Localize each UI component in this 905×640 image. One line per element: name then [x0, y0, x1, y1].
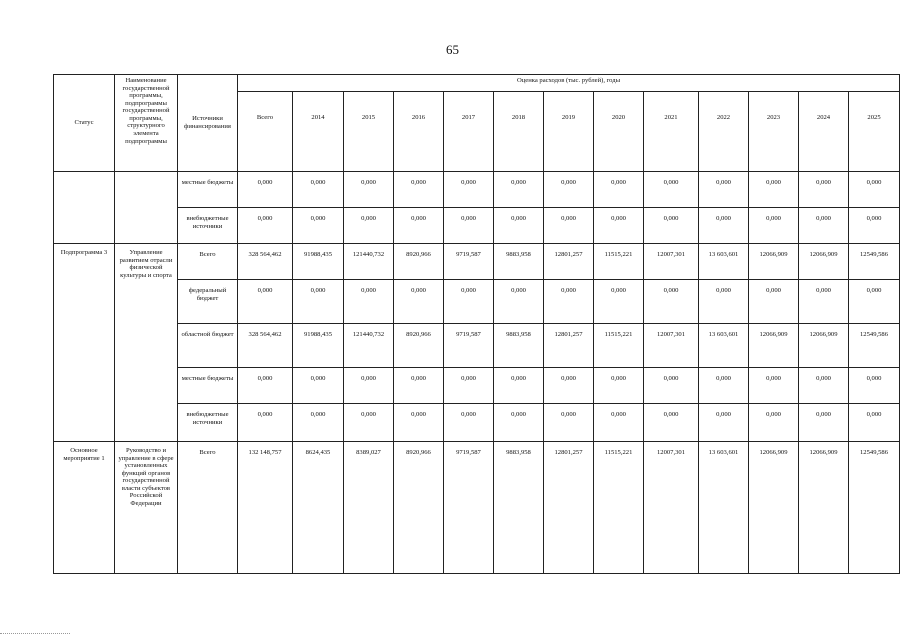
table-row: [54, 172, 900, 208]
amount-cell: 12066,909: [799, 324, 849, 368]
status-cell: Подпрограмма 3: [54, 244, 115, 442]
amount-cell: 0,000: [644, 172, 699, 208]
amount-cell: 12801,257: [544, 244, 594, 280]
amount-cell: 12549,586: [849, 442, 900, 574]
amount-cell: 8920,966: [394, 442, 444, 574]
amount-cell: 11515,221: [594, 244, 644, 280]
page-number: 65: [446, 42, 459, 57]
amount-cell: 0,000: [849, 208, 900, 244]
amount-cell: 0,000: [594, 172, 644, 208]
amount-cell: 0,000: [799, 368, 849, 404]
amount-cell: 12801,257: [544, 442, 594, 574]
funding-source-cell: областной бюджет: [178, 324, 238, 368]
header-year: 2017: [444, 92, 494, 172]
amount-cell: 0,000: [394, 280, 444, 324]
header-row-top: [54, 75, 900, 92]
status-cell: Основное мероприятие 1: [54, 442, 115, 574]
table-row: [54, 244, 900, 280]
amount-cell: 9719,587: [444, 244, 494, 280]
amount-cell: 0,000: [344, 172, 394, 208]
amount-cell: 0,000: [544, 404, 594, 442]
amount-cell: 13 603,601: [699, 244, 749, 280]
amount-cell: 0,000: [293, 404, 344, 442]
amount-cell: 0,000: [644, 404, 699, 442]
name-cell: Руководство и управление в сфере установленных функций органов государственной власти субъектов Российской Федерации: [115, 442, 178, 574]
amount-cell: 0,000: [699, 172, 749, 208]
funding-source-cell: местные бюджеты: [178, 368, 238, 404]
amount-cell: 8624,435: [293, 442, 344, 574]
amount-cell: 0,000: [849, 280, 900, 324]
amount-cell: 0,000: [594, 280, 644, 324]
amount-cell: 0,000: [544, 208, 594, 244]
amount-cell: 0,000: [594, 404, 644, 442]
amount-cell: 121440,732: [344, 244, 394, 280]
header-year: 2022: [699, 92, 749, 172]
funding-source-cell: федеральный бюджет: [178, 280, 238, 324]
amount-cell: 0,000: [544, 172, 594, 208]
name-cell: [115, 172, 178, 244]
header-year: Всего: [238, 92, 293, 172]
amount-cell: 0,000: [238, 208, 293, 244]
header-program-name: Наименование государственной программы, подпрограммы государственной программы, структурного элемента подпрограммы: [115, 75, 178, 172]
amount-cell: 12066,909: [749, 324, 799, 368]
amount-cell: 9719,587: [444, 324, 494, 368]
amount-cell: 12549,586: [849, 324, 900, 368]
amount-cell: 0,000: [444, 208, 494, 244]
amount-cell: 0,000: [594, 208, 644, 244]
amount-cell: 0,000: [699, 208, 749, 244]
amount-cell: 0,000: [238, 172, 293, 208]
amount-cell: 0,000: [799, 208, 849, 244]
amount-cell: 8920,966: [394, 324, 444, 368]
amount-cell: 0,000: [699, 404, 749, 442]
header-year: 2015: [344, 92, 394, 172]
amount-cell: 12549,586: [849, 244, 900, 280]
amount-cell: 0,000: [344, 280, 394, 324]
amount-cell: 12007,301: [644, 324, 699, 368]
amount-cell: 132 148,757: [238, 442, 293, 574]
header-estimate: Оценка расходов (тыс. рублей), годы: [238, 75, 900, 92]
amount-cell: 0,000: [644, 208, 699, 244]
amount-cell: 0,000: [344, 208, 394, 244]
amount-cell: 0,000: [394, 404, 444, 442]
amount-cell: 11515,221: [594, 442, 644, 574]
table-row: [54, 280, 900, 324]
amount-cell: 121440,732: [344, 324, 394, 368]
amount-cell: 12066,909: [749, 442, 799, 574]
funding-source-cell: внебюджетные источники: [178, 208, 238, 244]
header-year: 2014: [293, 92, 344, 172]
amount-cell: 0,000: [444, 280, 494, 324]
header-year: 2024: [799, 92, 849, 172]
amount-cell: 91988,435: [293, 324, 344, 368]
funding-source-cell: внебюджетные источники: [178, 404, 238, 442]
amount-cell: 12066,909: [799, 442, 849, 574]
amount-cell: 0,000: [849, 404, 900, 442]
amount-cell: 0,000: [799, 404, 849, 442]
amount-cell: 0,000: [644, 368, 699, 404]
amount-cell: 0,000: [344, 404, 394, 442]
table-row: [54, 368, 900, 404]
table-row: [54, 208, 900, 244]
header-year: 2021: [644, 92, 699, 172]
amount-cell: 0,000: [849, 172, 900, 208]
amount-cell: 0,000: [749, 368, 799, 404]
amount-cell: 0,000: [344, 368, 394, 404]
amount-cell: 0,000: [749, 280, 799, 324]
amount-cell: 0,000: [644, 280, 699, 324]
header-year: 2023: [749, 92, 799, 172]
amount-cell: 0,000: [699, 280, 749, 324]
amount-cell: 0,000: [749, 208, 799, 244]
amount-cell: 0,000: [238, 404, 293, 442]
table-row: [54, 324, 900, 368]
amount-cell: 12007,301: [644, 442, 699, 574]
amount-cell: 12066,909: [799, 244, 849, 280]
amount-cell: 0,000: [394, 172, 444, 208]
amount-cell: 0,000: [494, 404, 544, 442]
amount-cell: 12801,257: [544, 324, 594, 368]
amount-cell: 11515,221: [594, 324, 644, 368]
amount-cell: 12007,301: [644, 244, 699, 280]
amount-cell: 0,000: [799, 280, 849, 324]
amount-cell: 0,000: [849, 368, 900, 404]
amount-cell: 0,000: [544, 280, 594, 324]
amount-cell: 0,000: [238, 368, 293, 404]
amount-cell: 0,000: [444, 368, 494, 404]
table-body: [54, 75, 900, 574]
funding-source-cell: Всего: [178, 244, 238, 280]
amount-cell: 328 564,462: [238, 244, 293, 280]
amount-cell: 9883,958: [494, 324, 544, 368]
amount-cell: 0,000: [699, 368, 749, 404]
amount-cell: 9883,958: [494, 442, 544, 574]
header-year: 2020: [594, 92, 644, 172]
amount-cell: 0,000: [293, 368, 344, 404]
amount-cell: 0,000: [799, 172, 849, 208]
header-year: 2018: [494, 92, 544, 172]
header-year: 2016: [394, 92, 444, 172]
amount-cell: 12066,909: [749, 244, 799, 280]
amount-cell: 0,000: [293, 172, 344, 208]
header-status: Статус: [54, 75, 115, 172]
table-row: [54, 442, 900, 574]
amount-cell: 13 603,601: [699, 324, 749, 368]
amount-cell: 0,000: [494, 208, 544, 244]
amount-cell: 8389,027: [344, 442, 394, 574]
funding-source-cell: местные бюджеты: [178, 172, 238, 208]
header-funding-source: Источники финансирования: [178, 75, 238, 172]
amount-cell: 0,000: [544, 368, 594, 404]
amount-cell: 0,000: [749, 172, 799, 208]
amount-cell: 91988,435: [293, 244, 344, 280]
amount-cell: 0,000: [444, 404, 494, 442]
name-cell: Управление развитием отрасли физической культуры и спорта: [115, 244, 178, 442]
amount-cell: 0,000: [293, 208, 344, 244]
amount-cell: 0,000: [238, 280, 293, 324]
header-year: 2025: [849, 92, 900, 172]
amount-cell: 0,000: [594, 368, 644, 404]
amount-cell: 328 564,462: [238, 324, 293, 368]
amount-cell: 0,000: [444, 172, 494, 208]
budget-table: [53, 74, 900, 574]
amount-cell: 0,000: [293, 280, 344, 324]
amount-cell: 0,000: [394, 368, 444, 404]
amount-cell: 0,000: [494, 368, 544, 404]
amount-cell: 0,000: [394, 208, 444, 244]
amount-cell: 13 603,601: [699, 442, 749, 574]
status-cell: [54, 172, 115, 244]
amount-cell: 8920,966: [394, 244, 444, 280]
header-year: 2019: [544, 92, 594, 172]
scan-edge-mark: [0, 633, 70, 639]
amount-cell: 0,000: [494, 172, 544, 208]
table-row: [54, 404, 900, 442]
amount-cell: 9719,587: [444, 442, 494, 574]
amount-cell: 9883,958: [494, 244, 544, 280]
amount-cell: 0,000: [749, 404, 799, 442]
funding-source-cell: Всего: [178, 442, 238, 574]
amount-cell: 0,000: [494, 280, 544, 324]
